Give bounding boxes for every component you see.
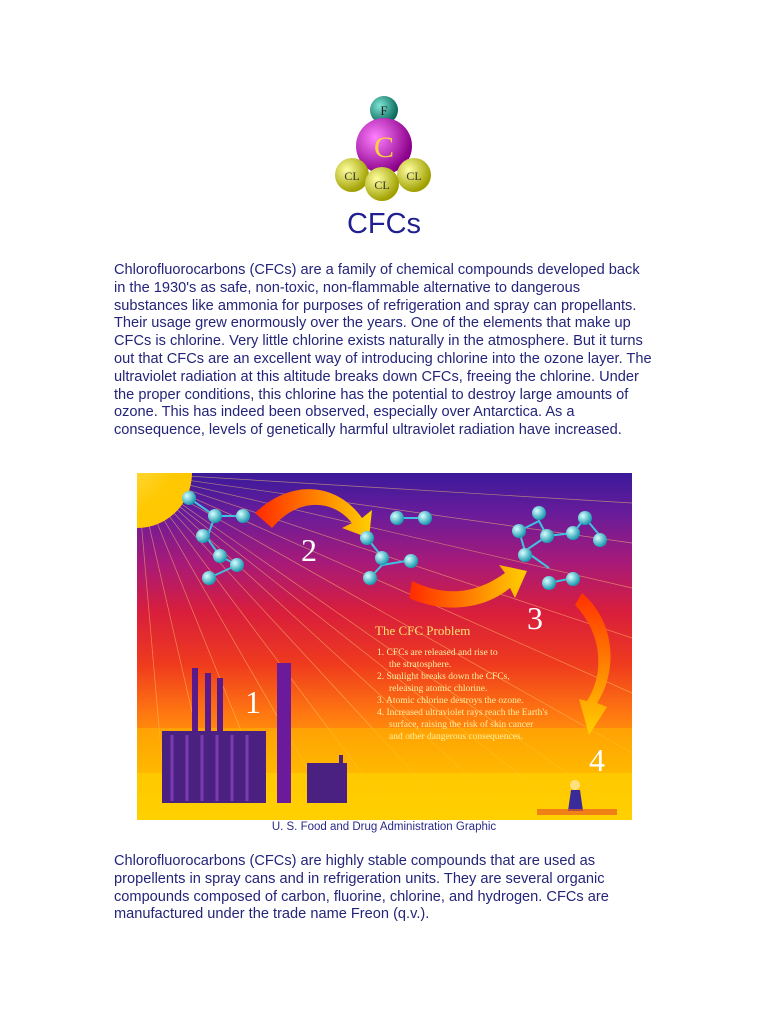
step-number-1: 1: [245, 684, 261, 720]
page-title: CFCs: [346, 208, 422, 240]
definition-paragraph: Chlorofluorocarbons (CFCs) are highly stable compounds that are used as propellents in spray cans and in refrigeration units. They are several organic compounds composed of carbon, fluorine, chlorine, and hydrogen. CFCs are manufactured under the trade name Freon (q.v.).: [114, 853, 609, 923]
step-number-4: 4: [589, 742, 605, 778]
legend-line-2: the stratosphere.: [389, 660, 452, 670]
legend-line-6: 4. Increased ultraviolet rays reach the Earth's: [377, 708, 548, 718]
legend-line-5: 3. Atomic chlorine destroys the ozone.: [377, 696, 524, 706]
legend-line-4: releasing atomic chlorine.: [389, 684, 488, 694]
intro-paragraph: Chlorofluorocarbons (CFCs) are a family of chemical compounds developed back in the 1930's as safe, non-toxic, non-flammable alternative to dangerous substances like ammonia for purposes of refrigeration and spray can propellants. Their usage grew enormously over the years. One of the elements that make up CFCs is chlorine. Very little chlorine exists naturally in the atmosphere. But it turns out that CFCs are an excellent way of introducing chlorine into the ozone layer. The ultraviolet radiation at this altitude breaks down CFCs, freeing the chlorine. Under the proper conditions, this chlorine has the potential to destroy large amounts of ozone. This has indeed been observed, especially over Antarctica. As a consequence, levels of genetically harmful ultraviolet radiation have increased.: [114, 262, 652, 439]
chlorine-atom-right: [397, 158, 431, 192]
svg-text:F: F: [380, 103, 388, 118]
step-number-3: 3: [527, 600, 543, 636]
cfc-molecule-logo: [330, 96, 434, 204]
legend-line-1: 1. CFCs are released and rise to: [377, 648, 498, 658]
svg-text:CL: CL: [406, 169, 422, 183]
legend-heading: The CFC Problem: [375, 623, 471, 638]
legend-line-3: 2. Sunlight breaks down the CFCs,: [377, 672, 510, 682]
svg-text:CL: CL: [374, 178, 390, 192]
step-number-2: 2: [301, 532, 317, 568]
graphic-caption: U. S. Food and Drug Administration Graphic: [271, 821, 497, 833]
legend-line-8: and other dangerous consequences.: [389, 732, 524, 742]
chlorine-atom-left: [335, 158, 369, 192]
chlorine-atom-middle: [365, 167, 399, 201]
legend-line-7: surface, raising the risk of skin cancer: [389, 720, 534, 730]
svg-text:CL: CL: [344, 169, 360, 183]
cfc-problem-graphic: [137, 473, 632, 820]
svg-text:C: C: [373, 131, 395, 164]
